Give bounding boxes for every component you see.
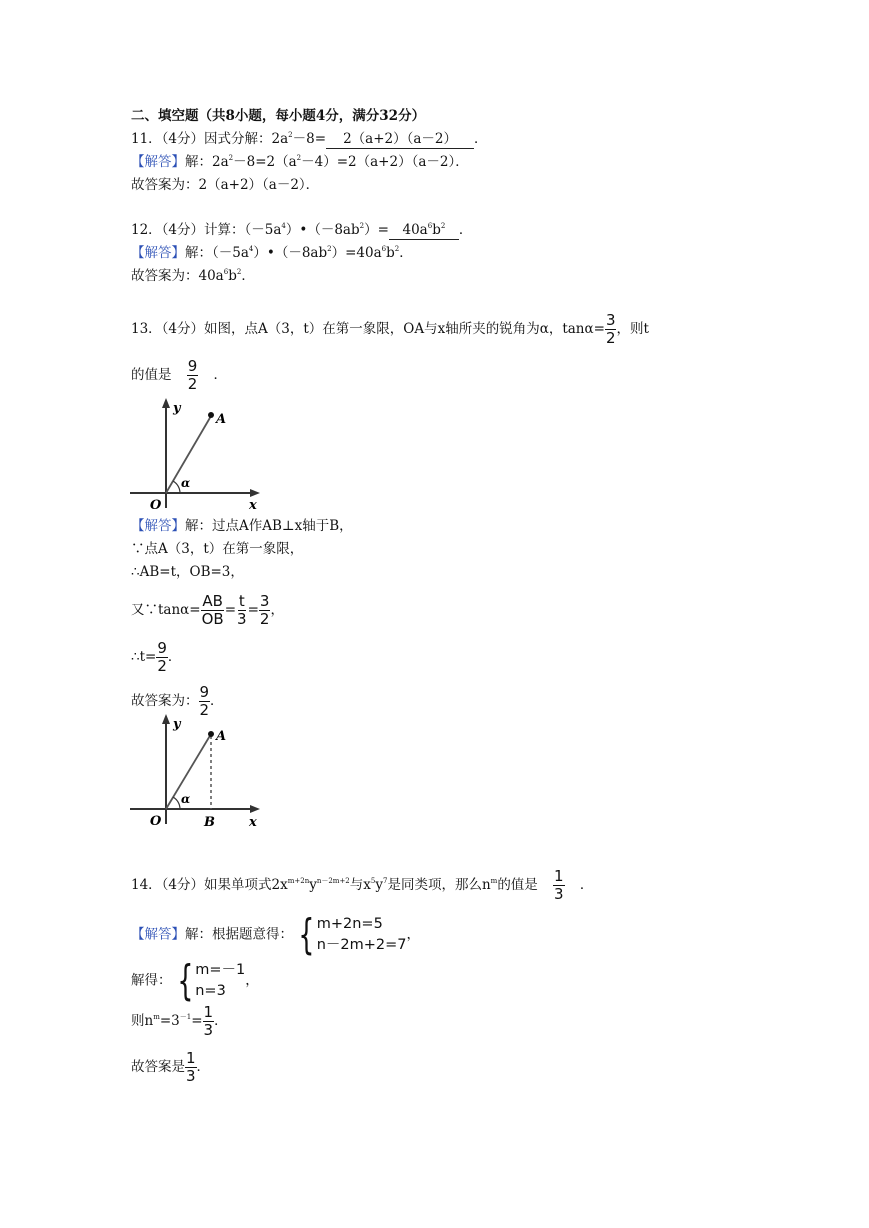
- y-arrow: [162, 398, 170, 408]
- question-14: 14．（4分）如果单项式$2x^{m+2n}y^{n-2m+2}$与$x^5y^7$是同类项，那么$n^m$的值是 $\frac{1}{3}$ ．: [131, 867, 594, 903]
- section-title: 二、填空题（共8小题，每小题4分，满分32分）: [131, 108, 426, 124]
- label-b: B: [204, 815, 215, 830]
- q11-answer: 2（a+2）（a－2）: [326, 130, 474, 149]
- point-a: [208, 412, 214, 418]
- label-a: A: [216, 412, 227, 427]
- solution-tag: 【解答】: [131, 154, 185, 170]
- q13-conclusion: 故答案为： $\frac{9}{2}$ ．: [131, 683, 224, 719]
- solution-tag: 【解答】: [131, 926, 185, 943]
- q13-figure-1: [128, 398, 268, 516]
- x-arrow: [250, 805, 260, 813]
- q14-answer: $\frac{1}{3}$: [554, 867, 564, 903]
- x-arrow: [250, 489, 260, 497]
- q11-solution: 【解答】解：$2a^2-8=2(a^2-4)=2(a+2)(a-2)$．: [131, 154, 469, 170]
- q12-solution: 【解答】解：$(-5a^4)•(-8ab^2)=40a^6b^2$．: [131, 245, 413, 261]
- equation-system-2: { m=－1 n=3: [176, 956, 246, 1005]
- q13-figure-2: [128, 714, 268, 832]
- y-arrow: [162, 714, 170, 724]
- q12-answer: $40a^6b^2$: [389, 221, 459, 240]
- equation-system-1: { m+2n=5 n－2m+2=7: [298, 910, 407, 959]
- tan-fraction: $\frac{3}{2}$: [605, 311, 616, 347]
- label-alpha: α: [181, 476, 191, 490]
- q13-solution-3: ∴AB=t，OB=3，: [131, 564, 244, 580]
- label-y: y: [173, 401, 181, 416]
- angle-arc: [173, 481, 180, 493]
- question-11: 11．（4分）因式分解：$2a^2-8= 2(a+2)(a-2)$ ．: [131, 131, 488, 147]
- question-12: 12．（4分）计算：$(-5a^4)•(-8ab^2)= 40a^6b^2$ ．: [131, 222, 473, 238]
- label-alpha: α: [181, 792, 191, 806]
- label-a: A: [216, 729, 227, 744]
- angle-arc: [173, 797, 180, 809]
- q13-solution-1: 【解答】解：过点A作AB⊥x轴于B，: [131, 518, 353, 534]
- question-13: 13．（4分）如图，点A（3，t）在第一象限，OA与x轴所夹的锐角为α，tanα= $\frac{3}{2}$ ，则t: [131, 311, 649, 347]
- label-o: O: [150, 814, 162, 829]
- q13-solution-2: ∵点A（3，t）在第一象限，: [131, 541, 304, 557]
- q11-text: 11．（4分）因式分解：2a: [131, 131, 289, 147]
- q11-conclusion: 故答案为：2（a+2）（a－2）．: [131, 177, 320, 193]
- solution-tag: 【解答】: [131, 518, 185, 534]
- q13-line2: 的值是 $\frac{9}{2}$ ．: [131, 357, 227, 393]
- label-x: x: [249, 498, 257, 513]
- q13-solution-5: ∴t= $\frac{9}{2}$ ．: [131, 639, 182, 675]
- q13-solution-4: 又∵tanα= $\frac{AB}{OB}$ = $\frac{t}{3}$ = $\frac{3}{2}$ ，: [131, 592, 284, 628]
- label-o: O: [150, 498, 162, 513]
- label-x: x: [249, 815, 257, 830]
- point-a: [208, 731, 214, 737]
- q12-conclusion: 故答案为：$40a^6b^2$．: [131, 268, 255, 284]
- q14-conclusion: 故答案是 $\frac{1}{3}$ ．: [131, 1049, 211, 1085]
- q14-solution-3: 则$n^m=3^{-1}=$ $\frac{1}{3}$ ．: [131, 1003, 228, 1039]
- q14-solution-2: 解得： { m=－1 n=3 ，: [131, 956, 259, 1005]
- q13-answer: $\frac{9}{2}$: [187, 357, 198, 393]
- solution-tag: 【解答】: [131, 245, 185, 261]
- q14-solution-1: 【解答】解：根据题意得： { m+2n=5 n－2m+2=7 ，: [131, 910, 421, 959]
- label-y: y: [173, 717, 181, 732]
